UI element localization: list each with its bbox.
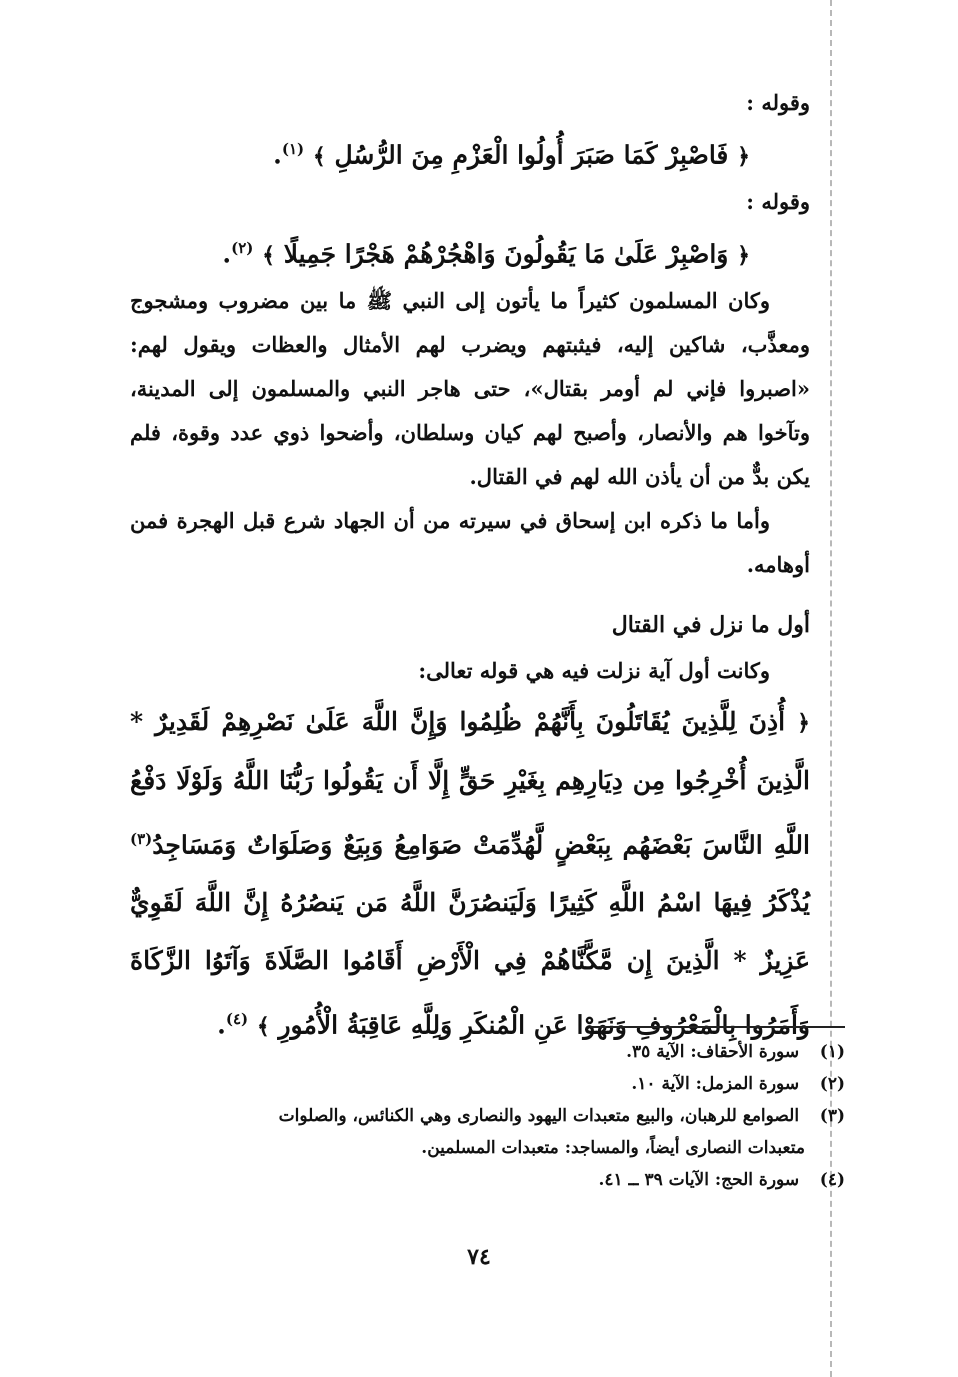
paragraph-muslims-patience: وكان المسلمون كثيراً ما يأتون إلى النبي ﷺ ما بين مضروب ومشجوج ومعذَّب، شاكين إليه، فيثبتهم ويضرب لهم الأمثال والعظات ويقول لهم: «اصبروا فإني لم أومر بقتال»، حتى هاجر النبي والمسلمون إلى المدينة، وتآخوا هم والأنصار، وأصبح لهم كيان وسلطان، وأضحوا ذوي عدد وقوة، فلم يكن بدٌّ من أن يأذن الله لهم في القتال. <box>130 287 810 489</box>
ornate-bracket-close: ﴾ <box>312 143 326 170</box>
footnote-number: (٣) <box>819 1106 845 1126</box>
label-and-his-saying-1: وقوله : <box>746 90 810 115</box>
ornate-bracket-close: ﴾ <box>262 242 276 269</box>
footnote-1 <box>135 1036 845 1068</box>
intro-line: وكانت أول آية نزلت فيه هي قوله تعالى: <box>418 657 770 683</box>
footnote-4 <box>135 1164 845 1196</box>
quran-verse-2: ﴿ وَاصْبِرْ عَلَىٰ مَا يَقُولُونَ وَاهْجُرْهُمْ هَجْرًا جَمِيلًا ﴾ $^{(٢)}$. <box>222 239 750 269</box>
footnote-number: (٤) <box>819 1170 845 1190</box>
ornate-bracket-open: ﴿ <box>737 143 750 170</box>
ornate-bracket-open: ﴿ <box>737 242 750 269</box>
quran-passage-part-2: يُذْكَرُ فِيهَا اسْمُ اللَّهِ كَثِيرًا وَلَيَنصُرَنَّ اللَّهُ مَن يَنصُرُهُ إِنَّ اللَّهَ لَقَوِيٌّ عَزِيزٌ * الَّذِينَ إِن مَّكَّنَّاهُمْ فِي الْأَرْضِ أَقَامُوا الصَّلَاةَ وَآتَوُا الزَّكَاةَ وَأَمَرُوا بِالْمَعْرُوفِ وَنَهَوْا عَنِ الْمُنكَرِ وَلِلَّهِ عَاقِبَةُ الْأُمُورِ <box>130 887 810 1040</box>
footnote-2 <box>135 1068 845 1100</box>
ornate-bracket-close: ﴾ <box>256 1013 270 1040</box>
label-and-his-saying-2: وقوله : <box>746 189 810 215</box>
footnote-number: (٢) <box>819 1074 845 1094</box>
footnote-text: سورة الأحقاف: الآية ٣٥. <box>626 1042 800 1062</box>
quran-passage: ﴿ أُذِنَ لِلَّذِينَ يُقَاتَلُونَ بِأَنَّهُمْ ظُلِمُوا وَإِنَّ اللَّهَ عَلَىٰ نَصْرِهِمْ لَقَدِيرٌ * الَّذِينَ أُخْرِجُوا مِن دِيَارِهِم بِغَيْرِ حَقٍّ إِلَّا أَن يَقُولُوا رَبُّنَا اللَّهُ وَلَوْلَا دَفْعُ اللَّهِ النَّاسَ بَعْضَهُم بِبَعْضٍ لَّهُدِّمَتْ صَوَامِعُ وَبِيَعٌ وَصَلَوَاتٌ وَمَسَاجِدُ$^{(٣)}$ يُذْكَرُ فِيهَا اسْمُ اللَّهِ كَثِيرًا وَلَيَنصُرَنَّ اللَّهُ مَن يَنصُرُهُ إِنَّ اللَّهَ لَقَوِيٌّ عَزِيزٌ * الَّذِينَ إِن مَّكَّنَّاهُمْ فِي الْأَرْضِ أَقَامُوا الصَّلَاةَ وَآتَوُا الزَّكَاةَ وَأَمَرُوا بِالْمَعْرُوفِ وَنَهَوْا عَنِ الْمُنكَرِ وَلِلَّهِ عَاقِبَةُ الْأُمُورِ ﴾ $^{(٤)}$. <box>130 706 810 1040</box>
footnote-text: الصوامع للرهبان، والبيع متعبدات اليهود والنصارى وهي الكنائس، والصلوات <box>278 1106 800 1126</box>
footnote-3 <box>135 1100 845 1132</box>
paragraph-ibn-ishaq: وأما ما ذكره ابن إسحاق في سيرته من أن الجهاد شرع قبل الهجرة فمن أوهامه. <box>130 507 810 577</box>
footnotes <box>135 1036 845 1196</box>
footnote-ref-3: (٣) <box>130 829 153 848</box>
quran-passage-part-1: أُذِنَ لِلَّذِينَ يُقَاتَلُونَ بِأَنَّهُمْ ظُلِمُوا وَإِنَّ اللَّهَ عَلَىٰ نَصْرِهِمْ لَقَدِيرٌ * الَّذِينَ أُخْرِجُوا مِن دِيَارِهِم بِغَيْرِ حَقٍّ إِلَّا أَن يَقُولُوا رَبُّنَا اللَّهُ وَلَوْلَا دَفْعُ اللَّهِ النَّاسَ بَعْضَهُم بِبَعْضٍ لَّهُدِّمَتْ صَوَامِعُ وَبِيَعٌ وَصَلَوَاتٌ وَمَسَاجِدُ <box>130 706 810 859</box>
footnote-number: (١) <box>819 1042 845 1062</box>
footnote-separator <box>590 1026 845 1028</box>
page-body <box>130 80 810 1055</box>
footnote-ref-4: (٤) <box>225 1009 249 1028</box>
quran-verse-1: ﴿ فَاصْبِرْ كَمَا صَبَرَ أُولُوا الْعَزْمِ مِنَ الرُّسُلِ ﴾ $^{(١)}$. <box>273 140 750 170</box>
footnote-ref-2: (٢) <box>231 239 254 258</box>
section-heading: أول ما نزل في القتال <box>611 611 810 638</box>
ornate-bracket-open: ﴿ <box>797 709 810 736</box>
footnote-3-continued: متعبدات النصارى أيضاً، والمساجد: متعبدات المسلمين. <box>421 1138 805 1158</box>
page-number: ٧٤ <box>467 1244 491 1270</box>
quran-verse-1-text: فَاصْبِرْ كَمَا صَبَرَ أُولُوا الْعَزْمِ مِنَ الرُّسُلِ <box>334 140 729 170</box>
footnote-text: سورة الحج: الآيات ٣٩ ــ ٤١. <box>598 1170 800 1190</box>
footnote-text: سورة المزمل: الآية ١٠. <box>631 1074 800 1094</box>
footnote-ref-1: (١) <box>281 140 305 158</box>
quran-verse-2-text: وَاصْبِرْ عَلَىٰ مَا يَقُولُونَ وَاهْجُرْهُمْ هَجْرًا جَمِيلًا <box>283 239 729 269</box>
